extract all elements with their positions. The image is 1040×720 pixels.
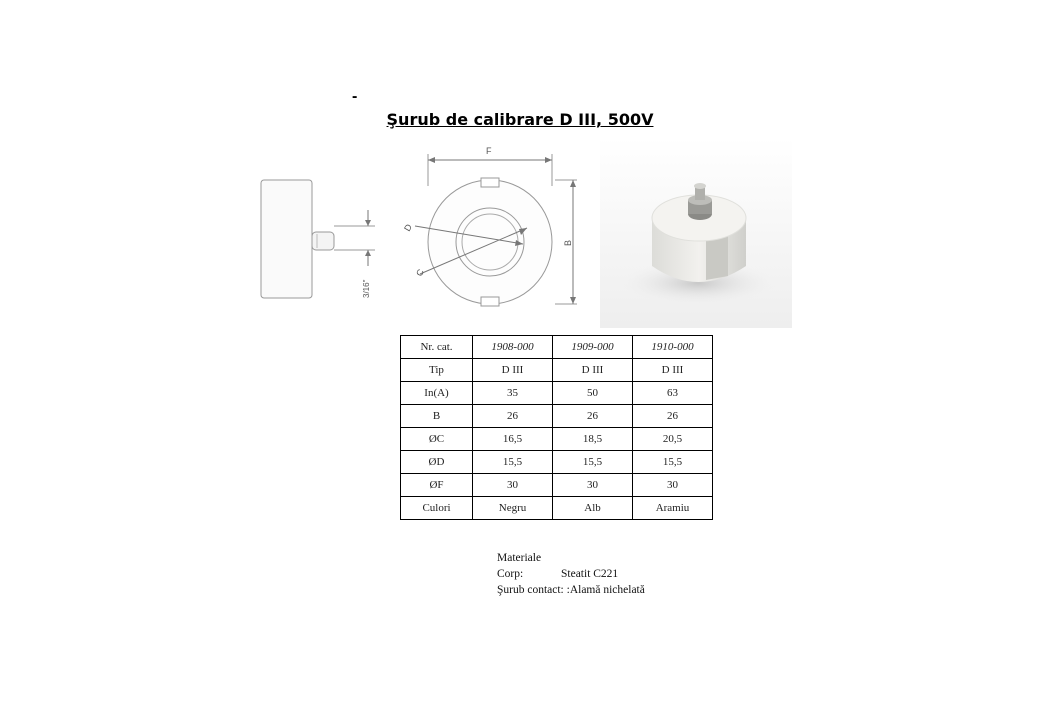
- materials-corp-row: [497, 566, 645, 582]
- side-view-body: [261, 180, 312, 298]
- side-view-screw: [312, 232, 334, 250]
- dimension-f-label: F: [486, 146, 492, 156]
- table-row: [401, 451, 713, 474]
- technical-drawing: [255, 140, 600, 315]
- table-row: [401, 382, 713, 405]
- table-cell: Alb: [553, 497, 633, 520]
- table-row: [401, 428, 713, 451]
- dash-mark: -: [352, 88, 358, 105]
- table-cell: ØF: [401, 474, 473, 497]
- table-cell: 15,5: [473, 451, 553, 474]
- table-cell: D III: [633, 359, 713, 382]
- product-photo: [600, 138, 792, 328]
- spec-table: [400, 335, 713, 520]
- table-cell: 1909-000: [553, 336, 633, 359]
- table-row: [401, 359, 713, 382]
- table-cell: 1910-000: [633, 336, 713, 359]
- table-cell: 26: [473, 405, 553, 428]
- table-cell: In(A): [401, 382, 473, 405]
- table-cell: D III: [553, 359, 633, 382]
- thread-label: 3/16": [362, 279, 371, 298]
- table-cell: 30: [553, 474, 633, 497]
- table-cell: Culori: [401, 497, 473, 520]
- table-cell: 30: [633, 474, 713, 497]
- table-row: [401, 405, 713, 428]
- dimension-b-label: B: [563, 239, 573, 246]
- table-cell: 63: [633, 382, 713, 405]
- dimension-d-label: D: [402, 222, 414, 233]
- corp-label: Corp:: [497, 568, 524, 580]
- table-cell: 18,5: [553, 428, 633, 451]
- table-cell: B: [401, 405, 473, 428]
- table-row: [401, 497, 713, 520]
- table-cell: 35: [473, 382, 553, 405]
- table-cell: ØC: [401, 428, 473, 451]
- table-cell: 15,5: [633, 451, 713, 474]
- table-cell: 1908-000: [473, 336, 553, 359]
- table-row: [401, 474, 713, 497]
- table-cell: Negru: [473, 497, 553, 520]
- screw-material: Şurub contact: :Alamă nichelată: [497, 584, 645, 596]
- materials-block: [497, 550, 645, 598]
- table-cell: 26: [633, 405, 713, 428]
- table-cell: Aramiu: [633, 497, 713, 520]
- table-header-row: [401, 336, 713, 359]
- table-cell: 30: [473, 474, 553, 497]
- table-cell: 15,5: [553, 451, 633, 474]
- corp-value: Steatit C221: [561, 568, 619, 580]
- table-cell: 20,5: [633, 428, 713, 451]
- table-cell: D III: [473, 359, 553, 382]
- dimension-c-label: C: [414, 267, 426, 278]
- table-cell: Nr. cat.: [401, 336, 473, 359]
- front-view-outer: [428, 180, 552, 304]
- table-cell: ØD: [401, 451, 473, 474]
- table-cell: 26: [553, 405, 633, 428]
- table-cell: Tip: [401, 359, 473, 382]
- table-cell: 50: [553, 382, 633, 405]
- materials-heading: Materiale: [497, 552, 542, 564]
- table-cell: 16,5: [473, 428, 553, 451]
- page-title: Şurub de calibrare D III, 500V: [386, 110, 654, 129]
